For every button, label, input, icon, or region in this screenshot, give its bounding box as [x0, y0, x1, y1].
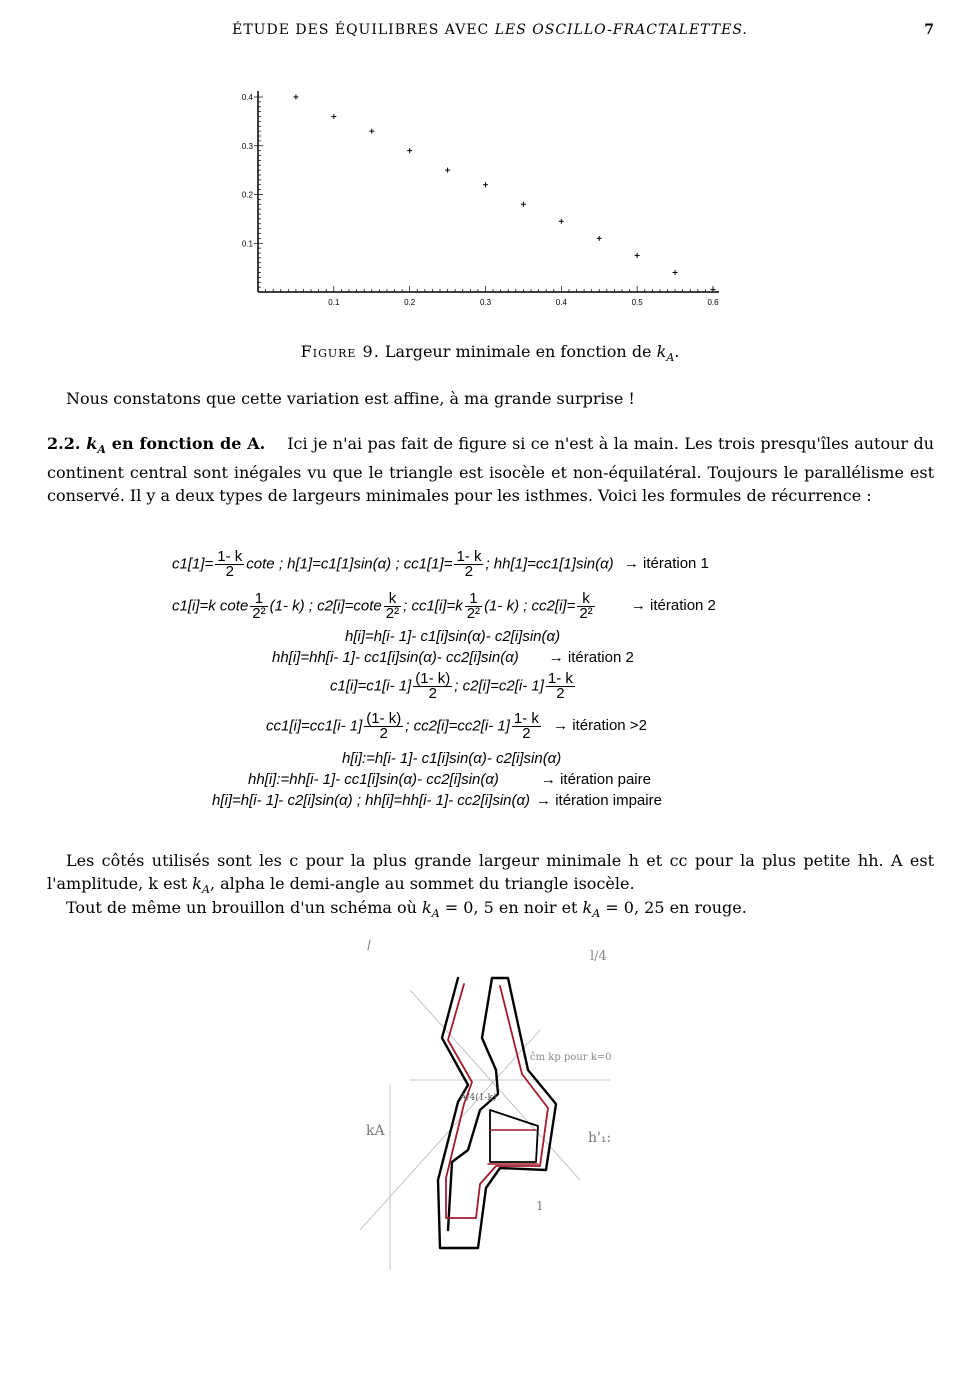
sketch-label-top: l/4 [590, 949, 607, 964]
data-point [559, 219, 564, 224]
y-tick-label: 0.3 [241, 141, 253, 151]
formula-line-7: h[i]:=h[i- 1]- c1[i]sin(α)- c2[i]sin(α) [342, 750, 562, 767]
running-header [0, 22, 980, 42]
scatter-chart [220, 82, 740, 312]
formula-line-6: cc1[i]=cc1[i- 1] $\frac{(1- k)}{2}$ ; cc2[i]=cc2[i- 1] $\frac{1- k}{2}$ → itération >2 [266, 710, 647, 742]
sketch-label-note: ĉm kp pour k=0 [530, 1052, 612, 1063]
sketch-inner-red [488, 1130, 538, 1164]
data-point [521, 202, 526, 207]
pencil-guide [410, 990, 580, 1180]
chart-points [293, 95, 715, 293]
y-tick-label: 0.1 [241, 239, 253, 249]
section-body: Ici je n'ai pas fait de figure si ce n'est à la main. Les trois presqu'îles autour du continent central sont inégales vu que le triangle est isocèle et non-équilatéral. Toujours le parallélisme est conservé. Il y a deux types de largeurs minimales pour les isthmes. Voici les formules de récurrence : [47, 434, 934, 506]
formula-line-9: h[i]=h[i- 1]- c2[i]sin(α) ; hh[i]=hh[i- 1]- cc2[i]sin(α) → itération impaire [212, 792, 662, 809]
x-tick-label: 0.3 [479, 298, 492, 307]
paragraph-affine: Nous constatons que cette variation est affine, à ma grande surprise ! [66, 389, 635, 408]
y-tick-label: 0.2 [241, 190, 253, 200]
formula-line-2: c1[i]=k cote $\frac{1}{\text{2²}}$ (1- k) ; c2[i]=cote $\frac{k}{\text{2²}}$ ; cc1[i]=k $\frac{1}{\text{2²}}$ (1- k) ; cc2[i]= $\frac{k}{\text{2²}}$ → itération 2 [172, 590, 716, 622]
data-point [293, 95, 298, 100]
formula-line-3: h[i]=h[i- 1]- c1[i]sin(α)- c2[i]sin(α) [345, 628, 561, 645]
formula-line-4: hh[i]=hh[i- 1]- cc1[i]sin(α)- cc2[i]sin(α) → itération 2 [272, 649, 634, 666]
pencil-mark [368, 940, 370, 950]
sketch-label-ka: kA [366, 1123, 385, 1139]
recurrence-formulas [160, 542, 820, 817]
data-point [597, 236, 602, 241]
formula-line-8: hh[i]:=hh[i- 1]- cc1[i]sin(α)- cc2[i]sin(α) → itération paire [248, 771, 651, 788]
data-point [483, 182, 488, 187]
hand-sketch [340, 930, 640, 1330]
x-tick-label: 0.5 [631, 298, 643, 307]
section-heading: 2.2. $k_A$ en fonction de A. [47, 434, 266, 457]
data-point [445, 168, 450, 173]
sketch-label-one: 1 [536, 1199, 544, 1213]
sketch-inner-black [490, 1110, 538, 1162]
x-tick-label: 0.1 [328, 298, 340, 307]
data-point [407, 148, 412, 153]
paragraph-sides: Les côtés utilisés sont les c pour la plus grande largeur minimale h et cc pour la plus petite hh. A est l'amplitude, k est $k_A$, alpha le demi-angle au sommet du triangle isocèle. [47, 851, 934, 897]
data-point [369, 129, 374, 134]
running-title: ÉTUDE DES ÉQUILIBRES AVEC LES OSCILLO-FRACTALETTES. [232, 22, 748, 38]
x-tick-label: 0.2 [404, 298, 416, 307]
figure-caption: Figure 9. Largeur minimale en fonction de $k_A$. [300, 342, 680, 365]
x-tick-label: 0.6 [707, 298, 719, 307]
y-tick-label: 0.4 [241, 93, 253, 102]
data-point [635, 253, 640, 258]
sketch-label-diag: A/4(1-k) [460, 1093, 497, 1103]
formula-line-1: c1[1]= $\frac{1- k}{2}$ cote ; h[1]=c1[1]sin(α) ; cc1[1]= $\frac{1- k}{2}$ ; hh[1]=cc1[1]sin(α) → itération 1 [172, 548, 709, 580]
figure-label: Figure 9. [300, 342, 380, 361]
x-tick-label: 0.4 [555, 298, 567, 307]
formula-line-5: c1[i]=c1[i- 1] $\frac{(1- k)}{2}$ ; c2[i]=c2[i- 1] $\frac{1- k}{2}$ [330, 670, 573, 702]
chart-axes [242, 91, 719, 307]
paragraph-sketch-intro: Tout de même un brouillon d'un schéma où $k_A = 0$, 5 en noir et $k_A = 0$, 25 en rouge. [66, 898, 747, 921]
data-point [331, 114, 336, 119]
sketch-label-h1: h'₁: [588, 1130, 612, 1146]
section-2-2 [47, 432, 934, 507]
page-number: 7 [924, 22, 934, 38]
data-point [673, 270, 678, 275]
